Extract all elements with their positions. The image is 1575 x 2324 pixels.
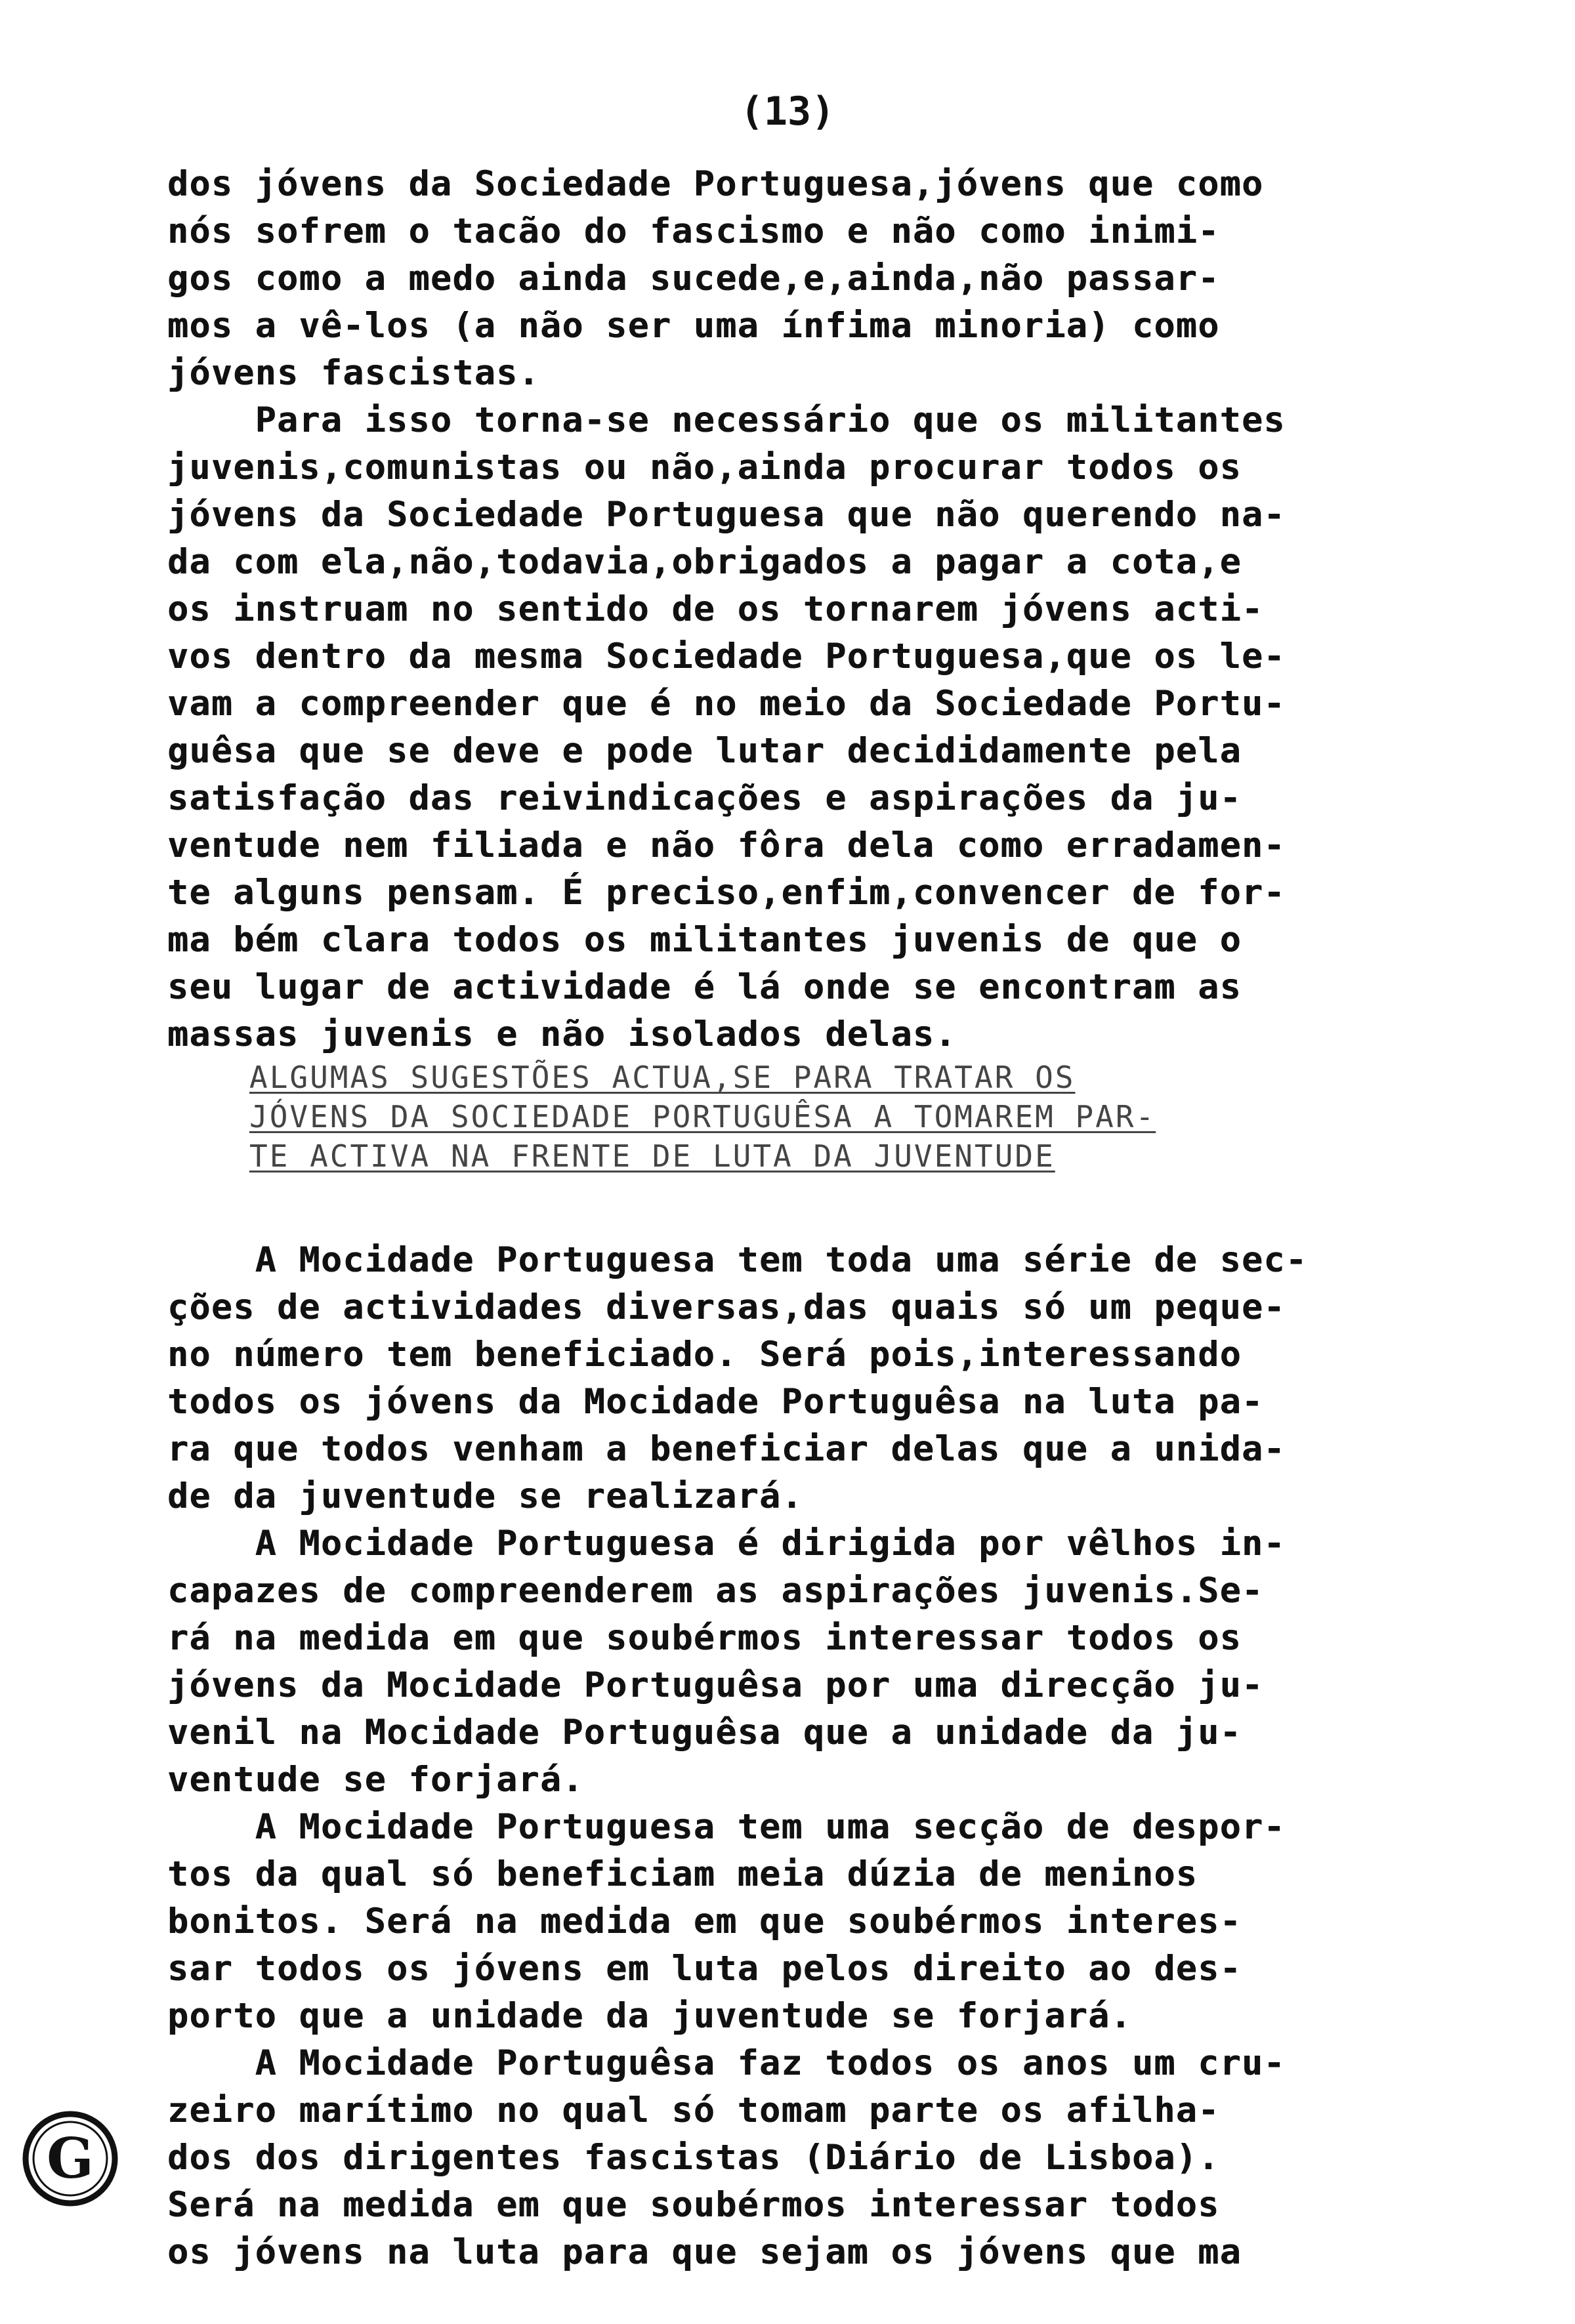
text-line: vam a compreender que é no meio da Sociedade Portu-: [167, 684, 1286, 724]
text-line: sar todos os jóvens em luta pelos direito ao des-: [167, 1949, 1242, 1989]
text-line: juvenis,comunistas ou não,ainda procurar todos os: [167, 447, 1242, 488]
section-heading: [249, 1058, 1431, 1176]
text-line: venil na Mocidade Portuguêsa que a unidade da ju-: [167, 1712, 1242, 1753]
text-line: ções de actividades diversas,das quais só um peque-: [167, 1287, 1286, 1327]
text-line: dos dos dirigentes fascistas (Diário de Lisboa).: [167, 2138, 1220, 2178]
text-line: ma bém clara todos os militantes juvenis de que o: [167, 920, 1242, 960]
text-line: todos os jóvens da Mocidade Portuguêsa na luta pa-: [167, 1382, 1264, 1422]
text-line: jóvens da Mocidade Portuguêsa por uma direcção ju-: [167, 1665, 1264, 1705]
text-line: jóvens fascistas.: [167, 353, 540, 393]
text-line: vos dentro da mesma Sociedade Portuguesa,que os le-: [167, 636, 1286, 676]
body-text-top: [167, 161, 1493, 1058]
text-line: dos jóvens da Sociedade Portuguesa,jóvens que como: [167, 164, 1264, 204]
page-number: (13): [740, 89, 835, 135]
circled-letter-stamp-icon: [21, 2109, 119, 2208]
text-line: gos como a medo ainda sucede,e,ainda,não passar-: [167, 259, 1220, 299]
text-line: Para isso torna-se necessário que os militantes: [167, 400, 1286, 440]
text-line: Será na medida em que soubérmos interessar todos: [167, 2185, 1220, 2225]
text-line: A Mocidade Portuguesa tem uma secção de despor-: [167, 1807, 1286, 1847]
text-line: ra que todos venham a beneficiar delas que a unida-: [167, 1429, 1286, 1469]
text-line: A Mocidade Portuguesa tem toda uma série de sec-: [167, 1240, 1308, 1280]
body-text-bottom: [167, 1237, 1493, 2276]
heading-line: ALGUMAS SUGESTÕES ACTUA,SE PARA TRATAR OS: [249, 1060, 1076, 1095]
text-line: jóvens da Sociedade Portuguesa que não querendo na-: [167, 495, 1286, 535]
text-line: capazes de compreenderem as aspirações juvenis.Se-: [167, 1571, 1264, 1611]
text-line: mos a vê-los (a não ser uma ínfima minoria) como: [167, 306, 1220, 346]
text-line: A Mocidade Portuguêsa faz todos os anos um cru-: [167, 2043, 1286, 2083]
text-line: no número tem beneficiado. Será pois,interessando: [167, 1335, 1242, 1375]
text-line: os jóvens na luta para que sejam os jóvens que ma: [167, 2232, 1242, 2272]
text-line: A Mocidade Portuguesa é dirigida por vêlhos in-: [167, 1524, 1286, 1564]
text-line: ventude nem filiada e não fôra dela como erradamen-: [167, 825, 1286, 865]
text-line: bonitos. Será na medida em que soubérmos interes-: [167, 1901, 1242, 1941]
text-line: de da juventude se realizará.: [167, 1476, 803, 1516]
text-line: seu lugar de actividade é lá onde se encontram as: [167, 967, 1242, 1007]
text-line: te alguns pensam. É preciso,enfim,convencer de for-: [167, 873, 1286, 913]
text-line: nós sofrem o tacão do fascismo e não como inimi-: [167, 211, 1220, 251]
text-line: massas juvenis e não isolados delas.: [167, 1014, 957, 1054]
text-line: guêsa que se deve e pode lutar decididamente pela: [167, 731, 1242, 771]
text-line: porto que a unidade da juventude se forjará.: [167, 1996, 1132, 2036]
text-line: os instruam no sentido de os tornarem jóvens acti-: [167, 589, 1264, 629]
text-line: da com ela,não,todavia,obrigados a pagar a cota,e: [167, 542, 1242, 582]
text-line: satisfação das reivindicações e aspirações da ju-: [167, 778, 1242, 818]
text-line: ventude se forjará.: [167, 1760, 584, 1800]
text-line: zeiro marítimo no qual só tomam parte os afilha-: [167, 2090, 1220, 2130]
heading-line: JÓVENS DA SOCIEDADE PORTUGUÊSA A TOMAREM PAR-: [249, 1099, 1156, 1134]
stamp-letter: G: [47, 2126, 94, 2191]
text-line: tos da qual só beneficiam meia dúzia de meninos: [167, 1854, 1198, 1894]
text-line: rá na medida em que soubérmos interessar todos os: [167, 1618, 1242, 1658]
heading-line: TE ACTIVA NA FRENTE DE LUTA DA JUVENTUDE: [249, 1138, 1055, 1174]
